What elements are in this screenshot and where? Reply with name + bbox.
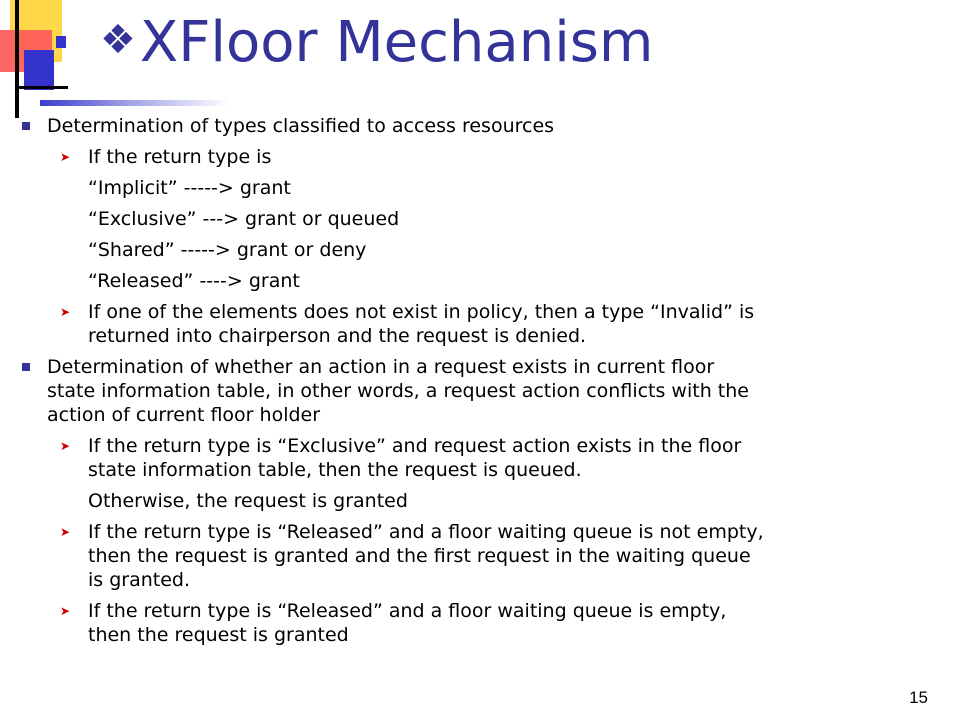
sub-bullet-text: If one of the elements does not exist in policy, then a type “Invalid” is bbox=[88, 301, 755, 323]
bullet-text: state information table, in other words, a request action conflicts with the bbox=[47, 380, 749, 402]
indented-text: “Exclusive” ---> grant or queued bbox=[88, 208, 400, 230]
indented-text: Otherwise, the request is granted bbox=[88, 490, 408, 512]
bullet-square-icon bbox=[22, 122, 30, 130]
sub-bullet-text: is granted. bbox=[88, 569, 191, 591]
bullet-text: Determination of types classified to access resources bbox=[47, 115, 555, 137]
slide-title-text: XFloor Mechanism bbox=[139, 10, 654, 75]
indented-text: “Implicit” -----> grant bbox=[88, 177, 291, 199]
page-number: 15 bbox=[909, 688, 928, 707]
bullet-square-icon bbox=[22, 363, 30, 371]
sub-bullet-text: If the return type is “Released” and a floor waiting queue is empty, bbox=[88, 600, 727, 622]
sub-bullet-text: returned into chairperson and the request is denied. bbox=[88, 325, 587, 347]
decor-gradient-bar bbox=[40, 100, 230, 106]
bullet-arrow-icon: ➤ bbox=[60, 525, 71, 539]
bullet-arrow-icon: ➤ bbox=[60, 305, 71, 319]
diamond-bullet-icon: ❖ bbox=[100, 17, 136, 63]
decor-vertical-line bbox=[15, 0, 19, 118]
indented-text: “Released” ----> grant bbox=[88, 270, 300, 292]
slide-title bbox=[100, 12, 653, 74]
decor-blue-square bbox=[56, 36, 66, 48]
sub-bullet-text: then the request is granted and the first request in the waiting queue bbox=[88, 545, 751, 567]
bullet-arrow-icon: ➤ bbox=[60, 439, 71, 453]
sub-bullet-text: state information table, then the request is queued. bbox=[88, 459, 582, 481]
bullet-arrow-icon: ➤ bbox=[60, 150, 71, 164]
sub-bullet-text: then the request is granted bbox=[88, 624, 349, 646]
sub-bullet-text: If the return type is bbox=[88, 146, 272, 168]
bullet-arrow-icon: ➤ bbox=[60, 604, 71, 618]
sub-bullet-text: If the return type is “Exclusive” and request action exists in the floor bbox=[88, 435, 742, 457]
sub-bullet-text: If the return type is “Released” and a floor waiting queue is not empty, bbox=[88, 521, 764, 543]
indented-text: “Shared” -----> grant or deny bbox=[88, 239, 367, 261]
decor-horizontal-line bbox=[18, 86, 68, 89]
bullet-text: Determination of whether an action in a request exists in current floor bbox=[47, 356, 715, 378]
decor-blue-block bbox=[24, 50, 54, 90]
bullet-text: action of current floor holder bbox=[47, 404, 321, 426]
